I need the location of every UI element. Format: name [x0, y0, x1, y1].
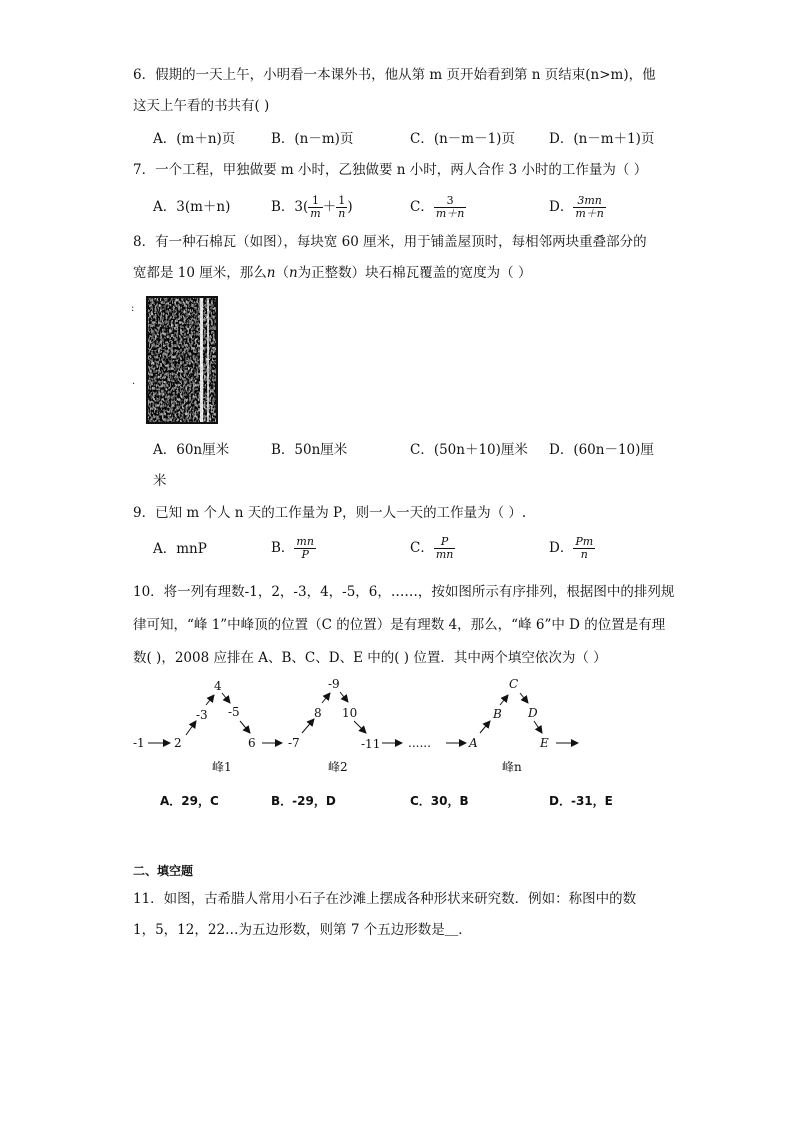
q10-option-c: C．30，B [410, 794, 469, 808]
q9-option-d-label: D． [549, 540, 574, 556]
peakn-e: E [540, 736, 549, 750]
label-peakn: 峰n [502, 760, 522, 774]
q10-stem-line2: 律可知，“峰 1”中峰顶的位置（C 的位置）是有理数 4，那么，“峰 6”中 D 的位置是有理 [133, 617, 666, 633]
q10-option-b: B．-29，D [271, 794, 336, 808]
q10-option-d: D．-31，E [549, 794, 613, 808]
q7-b-f2-num: 1 [338, 194, 346, 207]
q8-line2-rest: 为正整数）块石棉瓦覆盖的宽度为（ ） [297, 265, 532, 281]
label-peak2: 峰2 [328, 760, 348, 774]
q7-c-den: m＋n [435, 207, 465, 220]
q8-image-dot1: : [131, 303, 135, 314]
peak1-d: -5 [228, 705, 240, 719]
q8-stem-line2 [133, 264, 531, 282]
q6-option-a: A．(m＋n)页 [153, 131, 236, 147]
q8-paren-open: （ [275, 265, 289, 281]
peak1-e: 6 [248, 736, 256, 750]
q9-option-d [549, 531, 595, 565]
q7-option-d-fraction [573, 195, 606, 220]
q7-option-a: A．3(m＋n) [153, 199, 231, 215]
q7-option-b-fraction1 [308, 195, 322, 220]
peak2-c: -9 [328, 677, 340, 691]
q7-option-d-label: D． [549, 199, 574, 215]
q6-option-c: C．(n－m－1)页 [410, 131, 515, 147]
q8-line2-start: 宽都是 10 厘米，那么 [133, 265, 267, 281]
q7-option-c [410, 190, 466, 224]
label-peak1: 峰1 [212, 760, 232, 774]
q9-option-a: A．mnP [153, 541, 207, 557]
q7-d-num: 3mn [577, 194, 602, 207]
q10-stem-line1: 10．将一列有理数-1，2，-3，4，-5，6，……，按如图所示有序排列，根据图中的排列规 [133, 584, 675, 600]
q7-option-c-fraction [434, 195, 467, 220]
q11-stem-line2: 1，5，12，22…为五边形数，则第 7 个五边形数是＿． [133, 922, 472, 938]
peakn-d: D [528, 706, 538, 720]
q11-stem-line1: 11．如图，古希腊人常用小石子在沙滩上摆成各种形状来研究数．例如：称图中的数 [133, 891, 637, 907]
q9-option-c-fraction [434, 536, 456, 561]
q8-image-dot2: . [132, 376, 136, 387]
q9-d-num: Pm [575, 535, 594, 548]
q7-c-num: 3 [446, 194, 454, 207]
q8-stem-line1: 8．有一种石棉瓦（如图），每块宽 60 厘米，用于铺盖屋顶时，每相邻两块重叠部分的 [133, 234, 647, 250]
q8-var-n: n [266, 265, 276, 281]
diagram-ellipsis: ...... [408, 736, 431, 750]
peak2-b: 8 [314, 706, 322, 720]
q9-c-den: mn [435, 548, 454, 561]
peak1-b: -3 [196, 708, 208, 722]
q9-option-b-fraction [294, 536, 316, 561]
q7-b-f2-den: n [338, 207, 346, 220]
asbestos-tile-photo [146, 296, 218, 424]
q8-option-a: A．60n厘米 [153, 442, 230, 458]
peak1-c: 4 [214, 679, 222, 693]
q7-d-den: m＋n [575, 207, 604, 220]
q10-option-a: A．29，C [160, 794, 219, 808]
q7-b-f1-den: m [310, 207, 321, 220]
q6-stem-line1: 6．假期的一天上午，小明看一本课外书，他从第 m 页开始看到第 n 页结束(n>m)，他 [133, 67, 656, 83]
q9-d-den: n [573, 548, 595, 561]
q6-option-b: B．(n－m)页 [271, 131, 354, 147]
q7-option-d [549, 190, 606, 224]
peakn-a: A [469, 736, 478, 750]
q7-option-c-label: C． [410, 199, 434, 215]
q8-option-d: D．(60n－10)厘 [549, 442, 654, 458]
q9-option-b [271, 531, 316, 565]
q7-option-b-fraction2 [336, 195, 347, 220]
q8-option-b: B．50n厘米 [271, 442, 348, 458]
q8-option-c: C．(50n＋10)厘米 [410, 442, 528, 458]
peak2-a: -7 [288, 736, 300, 750]
q6-stem-line2: 这天上午看的书共有( ) [133, 98, 270, 114]
peakn-b: B [493, 707, 502, 721]
q9-c-num: P [440, 535, 449, 548]
q9-option-d-fraction [573, 536, 595, 561]
q9-stem: 9．已知 m 个人 n 天的工作量为 P，则一人一天的工作量为（ ）. [133, 505, 527, 521]
q9-b-den: P [294, 548, 316, 561]
q7-b-f1-num: 1 [312, 194, 319, 207]
q7-option-b-plus: ＋ [322, 199, 337, 215]
diagram-start: -1 [133, 736, 145, 750]
q7-option-b [271, 190, 353, 224]
section-heading-fill-in: 二、填空题 [133, 864, 194, 878]
q10-peak-diagram [130, 673, 582, 777]
peak2-d: 10 [342, 706, 358, 720]
q9-b-num: mn [296, 535, 314, 548]
peak2-e: -11 [361, 737, 381, 751]
q9-option-c [410, 531, 455, 565]
q7-option-b-close: ) [347, 199, 353, 215]
q9-option-b-label: B． [271, 540, 295, 556]
q8-option-d-wrap: 米 [153, 473, 167, 489]
peak1-a: 2 [174, 736, 182, 750]
q6-option-d: D．(n－m＋1)页 [549, 131, 655, 147]
q7-option-b-label: B．3( [271, 199, 309, 215]
q7-stem: 7．一个工程，甲独做要 m 小时，乙独做要 n 小时，两人合作 3 小时的工作量为（ ） [133, 162, 648, 178]
q9-option-c-label: C． [410, 540, 434, 556]
q10-stem-line3: 数( )，2008 应排在 A、B、C、D、E 中的( ) 位置．其中两个填空依次为（ ） [133, 650, 607, 666]
q8-var-n2: n [288, 265, 298, 281]
peakn-c: C [509, 677, 519, 691]
